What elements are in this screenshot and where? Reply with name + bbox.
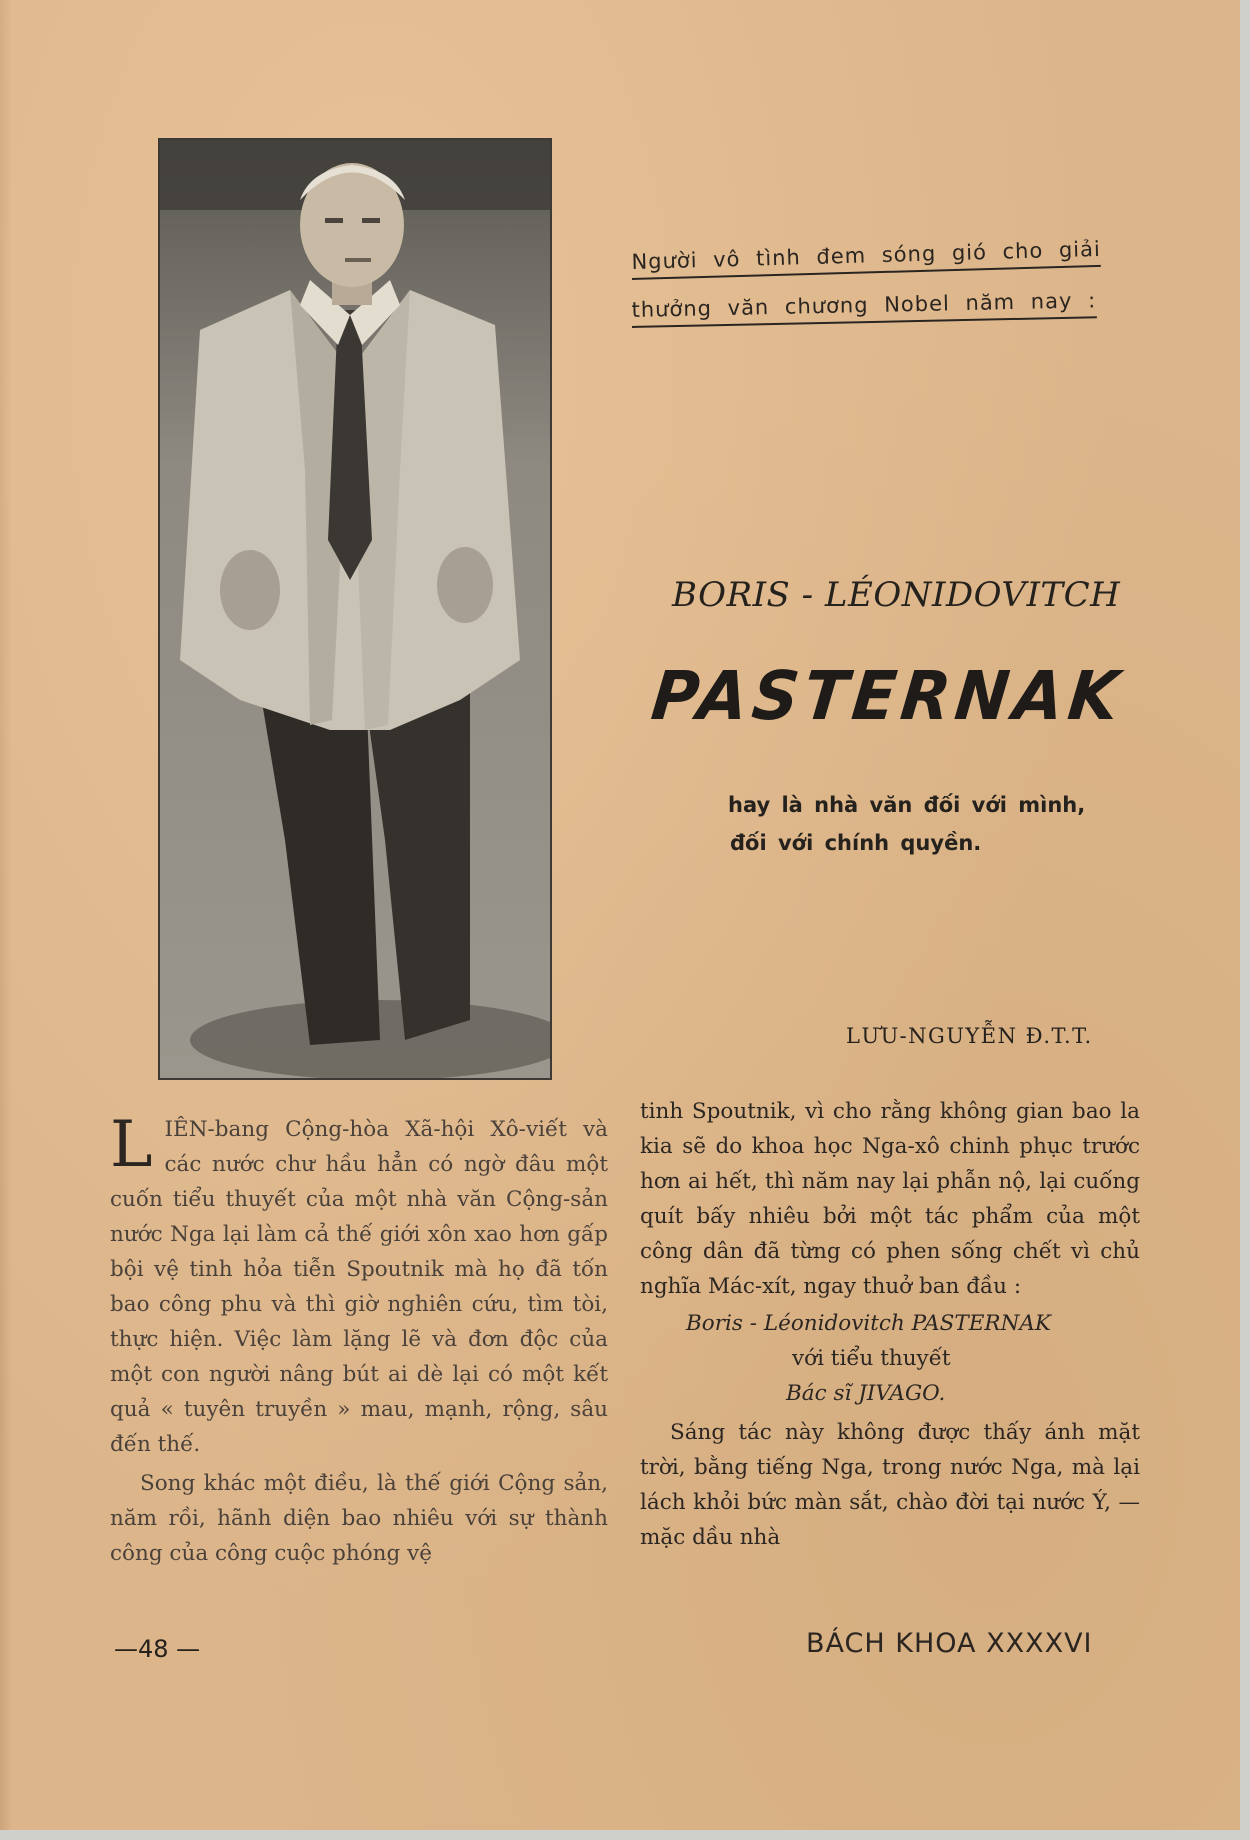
byline: LƯU-NGUYỄN Đ.T.T.	[846, 1024, 1093, 1048]
book-citation-title: Bác sĩ JIVAGO.	[786, 1381, 946, 1406]
book-citation-author: Boris - Léonidovitch PASTERNAK	[686, 1311, 1051, 1336]
subtitle-line-1: Người vô tình đem sóng gió cho giải	[631, 237, 1101, 280]
paragraph-right-2: Sáng tác này không được thấy ánh mặt trời, bằng tiếng Nga, trong nước Nga, mà lại lách khỏi bức màn sắt, chào đời tại nước Ý, — mặc dầu nhà	[640, 1420, 1140, 1550]
magazine-footer: BÁCH KHOA XXXXVI	[806, 1628, 1093, 1659]
author-surname-title: PASTERNAK	[647, 658, 1128, 736]
article-column-left	[110, 1108, 608, 1571]
paragraph-right-1: tinh Spoutnik, vì cho rằng không gian bao la kia sẽ do khoa học Nga-xô chinh phục trước hơn ai hết, thì năm nay lại phẫn nộ, lại cuống quít bấy nhiêu bởi một tác phẩm của một công dân đã từng có phen sống chết vì chủ nghĩa Mác-xít, ngay thuở ban đầu :	[640, 1099, 1140, 1299]
tagline-line-2: đối với chính quyền.	[730, 831, 982, 855]
paragraph-left-2: Song khác một điều, là thế giới Cộng sản, năm rồi, hãnh diện bao nhiêu với sự thành công của công cuộc phóng vệ	[110, 1471, 608, 1566]
author-first-names: BORIS - LÉONIDOVITCH	[672, 575, 1121, 615]
article-tagline	[728, 786, 1085, 862]
drop-cap: L	[110, 1108, 153, 1182]
article-column-right	[640, 1094, 1140, 1555]
scan-edge-right	[1240, 0, 1250, 1840]
book-citation-with: với tiểu thuyết	[792, 1346, 951, 1371]
scan-edge-bottom	[0, 1830, 1250, 1840]
author-photo	[158, 138, 552, 1080]
paragraph-left-1: IÊN-bang Cộng-hòa Xã-hội Xô-viết và các nước chư hầu hẳn có ngờ đâu một cuốn tiểu thuyết của một nhà văn Cộng-sản nước Nga lại làm cả thế giới xôn xao hơn gấp bội vệ tinh hỏa tiễn Spoutnik mà họ đã tốn bao công phu và thì giờ nghiên cứu, tìm tòi, thực hiện. Việc làm lặng lẽ và đơn độc của một con người nâng bút ai dè lại có một kết quả « tuyên truyền » mau, mạnh, rộng, sâu đến thế.	[110, 1117, 608, 1457]
author-photo-illustration	[160, 140, 550, 1078]
page-number: —48 —	[114, 1635, 201, 1663]
book-citation	[640, 1306, 1140, 1411]
subtitle-line-2: thưởng văn chương Nobel năm nay :	[631, 288, 1096, 328]
tagline-line-1: hay là nhà văn đối với mình,	[728, 793, 1086, 817]
